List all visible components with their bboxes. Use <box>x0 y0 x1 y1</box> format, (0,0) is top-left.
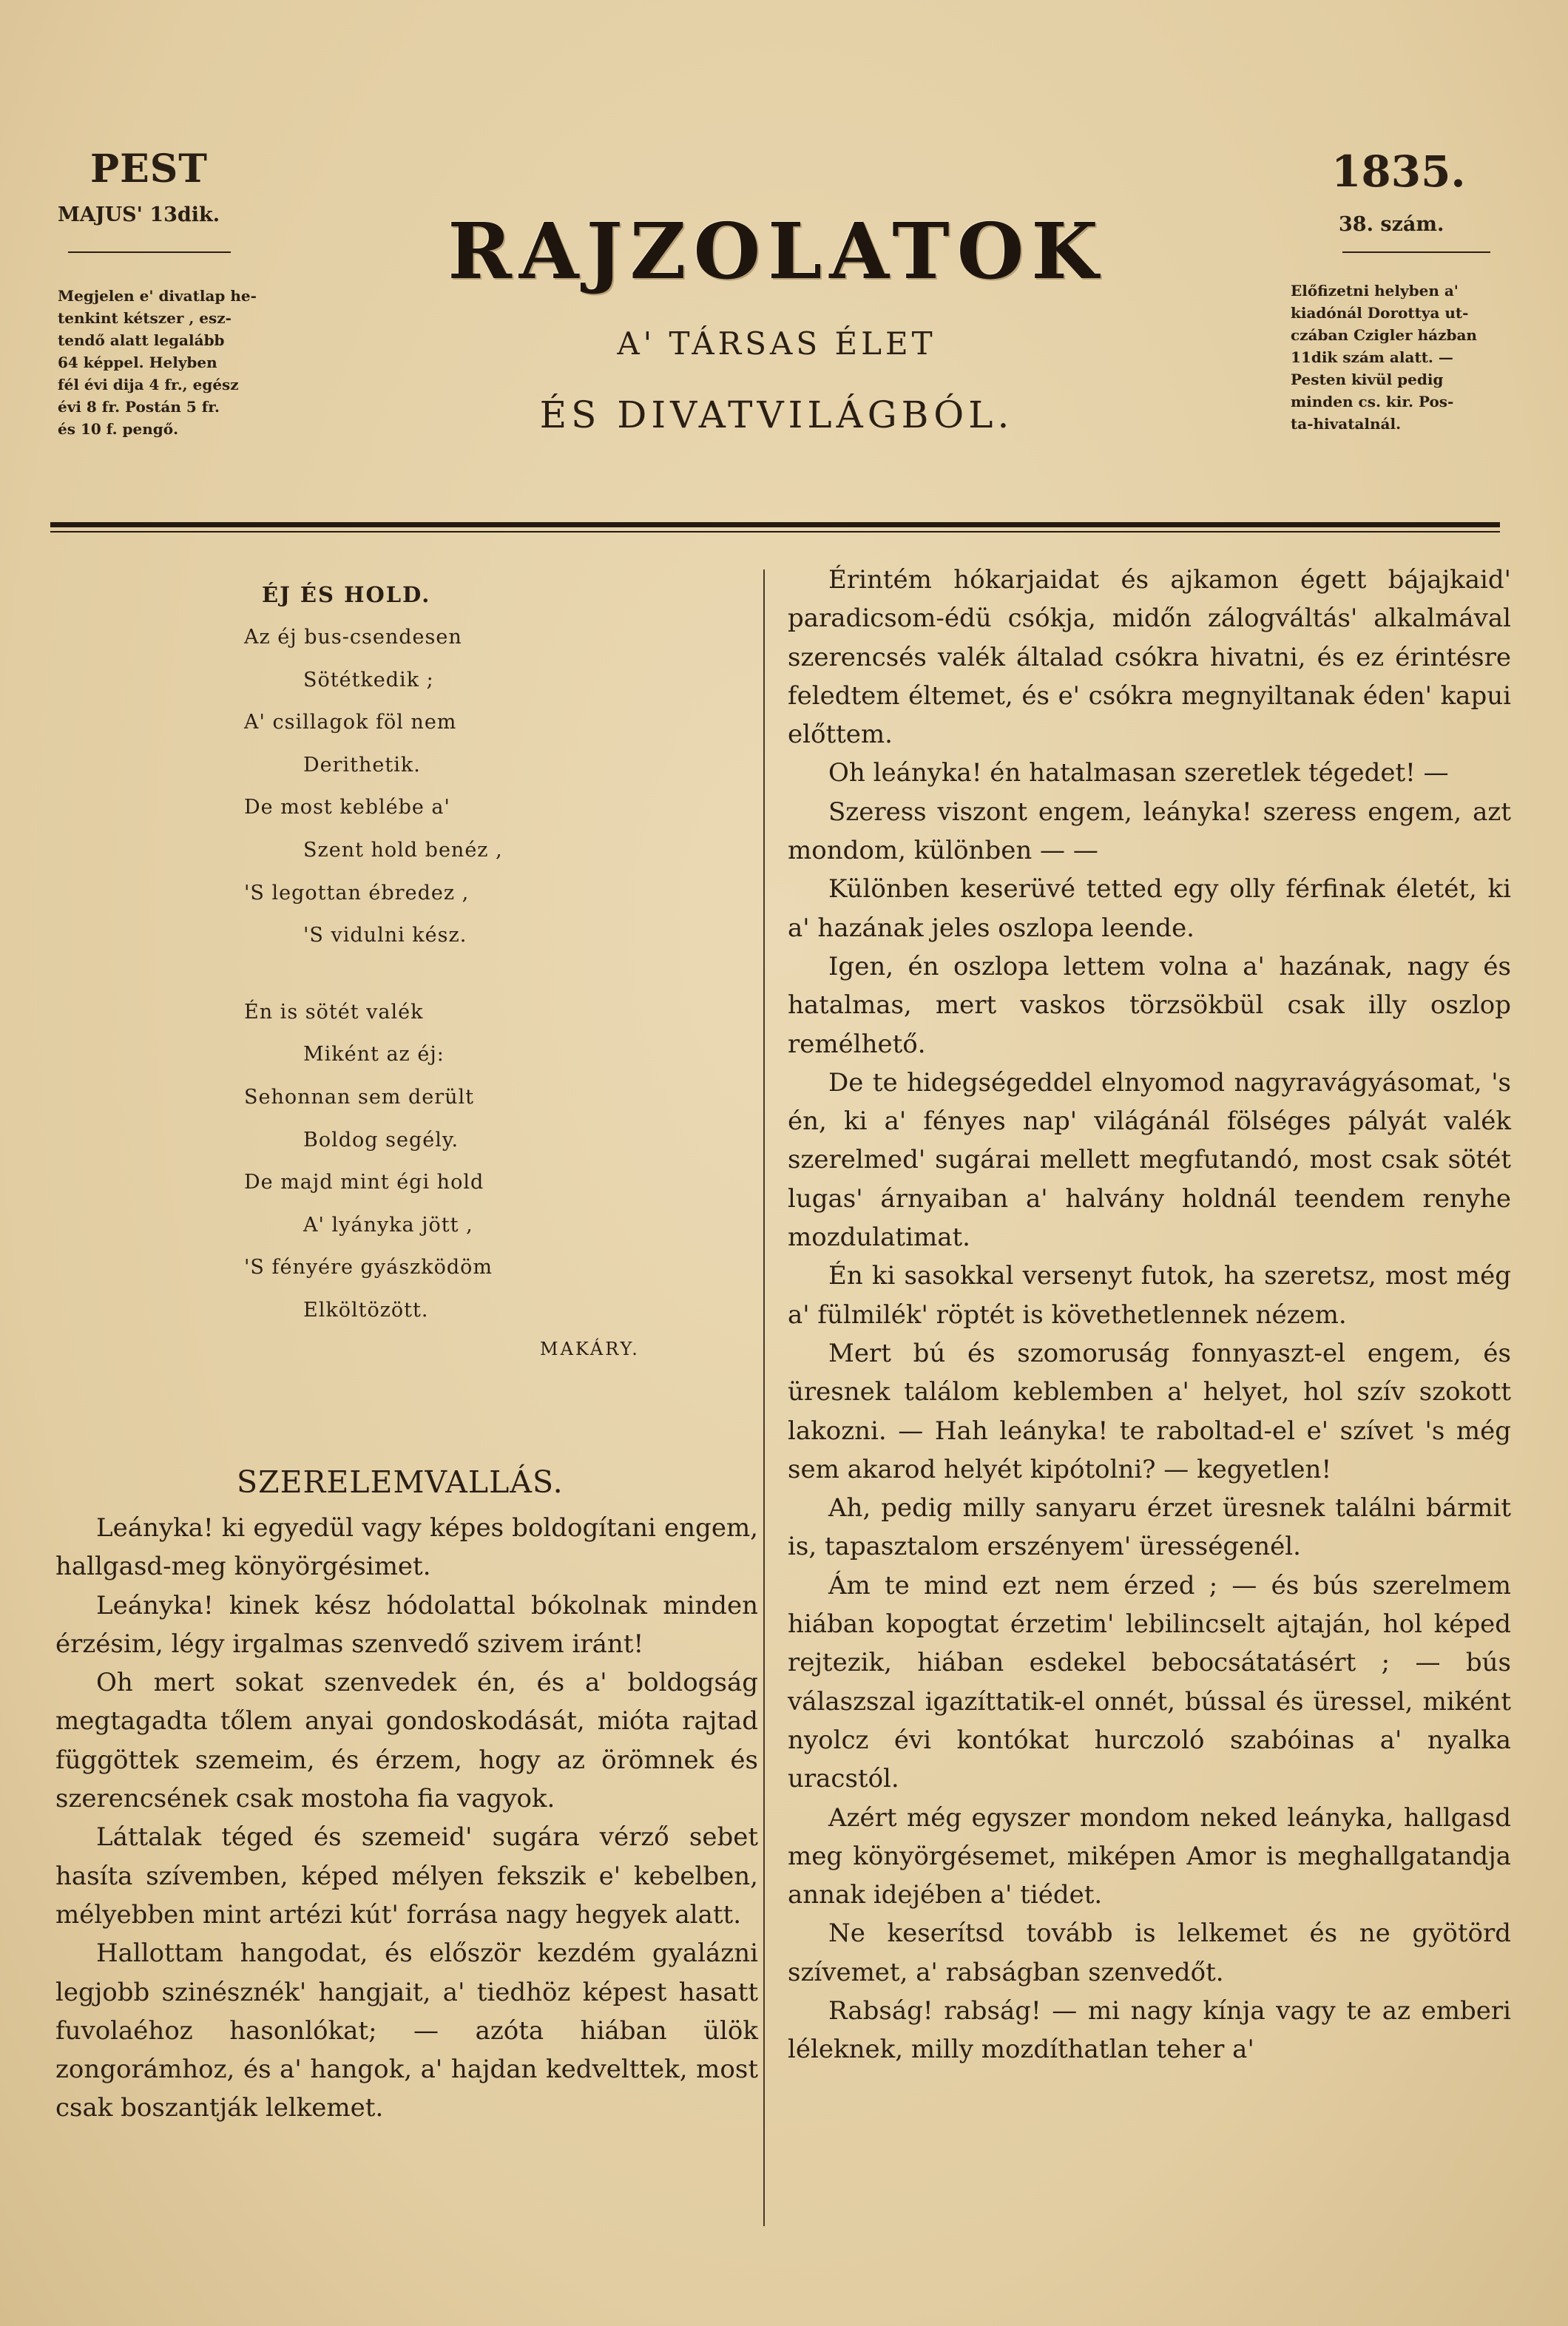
poem-line: Sötétkedik ; <box>303 668 434 692</box>
poem-line: De most keblébe a' <box>244 796 450 819</box>
masthead-city: PEST <box>90 146 208 192</box>
poem-author: MAKÁRY. <box>540 1339 640 1359</box>
masthead-year: 1835. <box>1331 146 1466 197</box>
poem-line: 'S legottan ébredez , <box>244 881 470 905</box>
article-paragraph: Láttalak téged és szemeid' sugára vérző sebet hasíta szívemben, képed mélyen fekszik e' kebelben, mélyebben mint artézi kút' forrása nagy hegyek alatt. <box>55 1822 758 1930</box>
article-right-column <box>788 561 1511 2069</box>
article-paragraph: Különben keserüvé tetted egy olly férfinak életét, ki a' hazának jeles oszlopa leende. <box>788 874 1511 943</box>
article-paragraph: Ne keserítsd tovább is lelkemet és ne gyötörd szívemet, a' rabságban szenvedőt. <box>788 1918 1511 1987</box>
poem-title: ÉJ ÉS HOLD. <box>262 582 431 607</box>
poem-line: Sehonnan sem derült <box>244 1085 475 1109</box>
article-paragraph: Én ki sasokkal versenyt futok, ha szeretsz, most még a' fülmilék' röptét is követhetlennek nézem. <box>788 1261 1511 1330</box>
poem-line: 'S vidulni kész. <box>303 924 467 947</box>
issue-number: 38. szám. <box>1339 213 1444 236</box>
subscription-info: Előfizetni helyben a' kiadónál Dorottya ut- czában Czigler házban 11dik szám alatt. — Pesten kivül pedig minden cs. kir. Pos- ta-hivatalnál. <box>1291 282 1477 433</box>
article-paragraph: Ám te mind ezt nem érzed ; — és bús szerelmem hiában kopogtat érzetim' lebilincselt ajtaján, hol képed rejtezik, hiában esdekel bebocsátatásért ; — bús válaszszal igazíttatik-el onnét, bússal és üressel, miként nyolcz évi kontókat hurczoló szabóinas a' nyalka uracstól. <box>788 1570 1511 1794</box>
poem-line: De majd mint égi hold <box>244 1171 484 1194</box>
article-paragraph: De te hidegségeddel elnyomod nagyravágyásomat, 's én, ki a' fényes nap' világánál fölséges pályát valék szerelmed' sugárai mellett megfutandó, most csak sötét lugas' árnyaiban a' halvány holdnál teendem renyhe mozdulatimat. <box>788 1067 1511 1253</box>
poem-line: Derithetik. <box>303 753 421 777</box>
right-divider <box>1342 251 1490 253</box>
article-paragraph: Igen, én oszlopa lettem volna a' hazának, nagy és hatalmas, mert vaskos törzsökbül csak illy oszlop remélhető. <box>788 951 1511 1059</box>
article-paragraph: Szeress viszont engem, leányka! szeress engem, azt mondom, különben — — <box>788 797 1511 866</box>
article-title: SZERELEMVALLÁS. <box>237 1464 564 1500</box>
article-paragraph: Hallottam hangodat, és először kezdém gyalázni legjobb szinésznék' hangjait, a' tiedhöz képest hasatt fuvolaéhoz hasonlókat; — azóta hiában ülök zongorámhoz, és a' hangok, a' hajdan kedvelttek, most csak boszantják lelkemet. <box>55 1938 758 2123</box>
article-paragraph: Azért még egyszer mondom neked leányka, hallgasd meg könyörgésemet, miképen Amor is meghallgatandja annak idejében a' tiédet. <box>788 1802 1511 1910</box>
poem <box>244 573 658 1332</box>
article-paragraph: Oh leányka! én hatalmasan szeretlek tégedet! — <box>828 758 1449 788</box>
article-paragraph: Rabság! rabság! — mi nagy kínja vagy te az emberi léleknek, milly mozdíthatlan teher a' <box>788 1995 1511 2065</box>
masthead <box>0 0 1568 533</box>
article-paragraph: Mert bú és szomoruság fonnyaszt-el engem, és üresnek találom keblemben a' helyet, hol szív szokott lakozni. — Hah leányka! te raboltad-el e' szívet 's még sem akarod helyét kipótolni? — kegyetlen! <box>788 1338 1511 1484</box>
poem-line: Az éj bus-csendesen <box>244 626 462 649</box>
column-divider <box>763 569 765 2226</box>
poem-line: Miként az éj: <box>303 1043 445 1066</box>
article-paragraph: Érintém hókarjaidat és ajkamon égett bájajkaid' paradicsom-édü csókja, midőn zálogváltás' alkalmával szerencsés valék általad csókra hivatni, és ez érintésre feledtem éltemet, és e' csókra megnyiltanak éden' kapui előttem. <box>788 565 1511 750</box>
stanza-gap <box>244 957 658 991</box>
masthead-rule-thick <box>50 522 1500 527</box>
article-paragraph: Leányka! kinek kész hódolattal bókolnak minden érzésim, légy irgalmas szenvedő szivem iránt! <box>55 1590 758 1659</box>
newspaper-title: RAJZOLATOK <box>447 206 1106 297</box>
article-left-column <box>55 1509 758 2128</box>
poem-line: Boldog segély. <box>303 1128 459 1152</box>
poem-line: 'S fényére gyászködöm <box>244 1256 493 1279</box>
poem-line: Én is sötét valék <box>244 1000 424 1024</box>
masthead-date: MAJUS' 13dik. <box>58 203 220 226</box>
poem-line: Elköltözött. <box>303 1298 429 1322</box>
masthead-rule-thin <box>50 531 1500 533</box>
poem-line: A' csillagok föl nem <box>244 711 457 734</box>
poem-line: A' lyányka jött , <box>303 1213 473 1237</box>
article-paragraph: Ah, pedig milly sanyaru érzet üresnek találni bármit is, tapasztalom erszényem' ürességenél. <box>788 1493 1511 1562</box>
newspaper-subtitle-1: A' TÁRSAS ÉLET <box>617 325 936 362</box>
poem-line: Szent hold benéz , <box>303 838 503 862</box>
article-paragraph: Leányka! ki egyedül vagy képes boldogítani engem, hallgasd-meg könyörgésimet. <box>55 1513 758 1582</box>
newspaper-subtitle-2: ÉS DIVATVILÁGBÓL. <box>539 393 1014 436</box>
left-divider <box>68 251 231 253</box>
article-paragraph: Oh mert sokat szenvedek én, és a' boldogság megtagadta tőlem anyai gondoskodását, mióta rajtad függöttek szemeim, és érzem, hogy az örömnek és szerencsének csak mostoha fia vagyok. <box>55 1668 758 1814</box>
subscription-terms: Megjelen e' divatlap he- tenkint kétszer , esz- tendő alatt legalább 64 képpel. Helyben fél évi dija 4 fr., egész évi 8 fr. Postán 5 fr. és 10 f. pengő. <box>58 287 257 438</box>
